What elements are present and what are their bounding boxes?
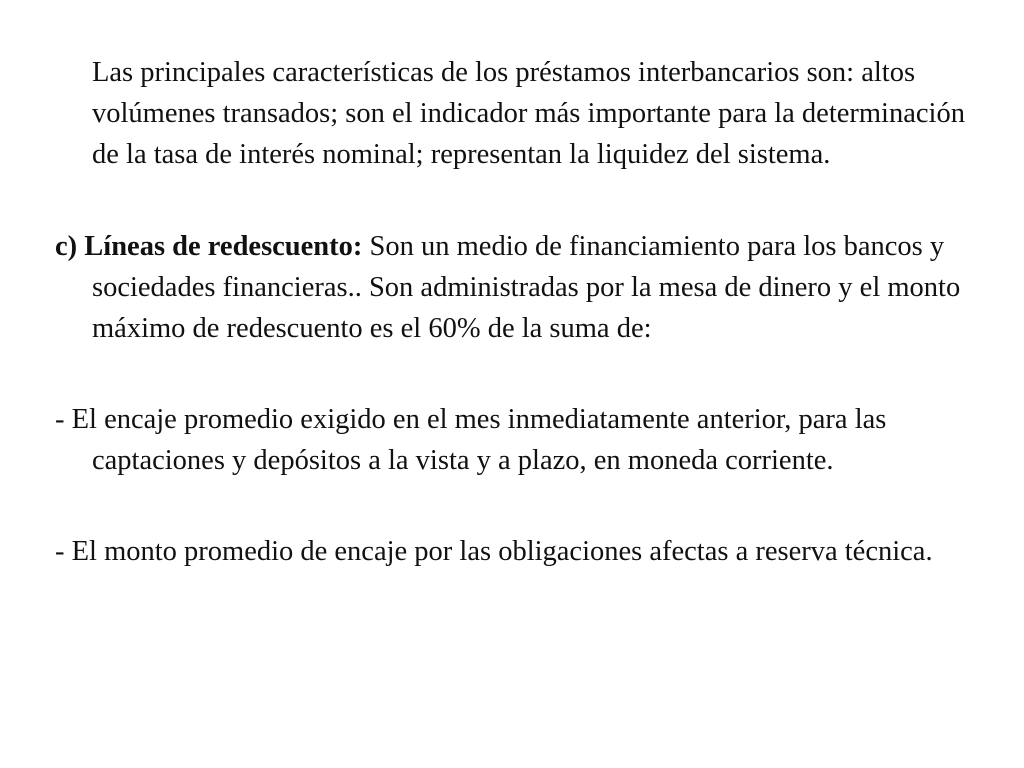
technical-reserve-text: - El monto promedio de encaje por las obligaciones afectas a reserva técnica. xyxy=(55,536,933,567)
rediscount-lines-text: Son un medio de financiamiento para los bancos y sociedades financieras.. Son administradas por la mesa de dinero y el monto máximo de redescuento es el 60% de la suma de: xyxy=(92,231,961,344)
interbank-loans-paragraph xyxy=(55,52,992,175)
required-reserve-text: - El encaje promedio exigido en el mes inmediatamente anterior, para las captaciones y depósitos a la vista y a plazo, en moneda corriente. xyxy=(55,404,887,476)
required-reserve-bullet xyxy=(55,399,992,481)
rediscount-lines-heading: c) Líneas de redescuento: xyxy=(55,231,363,262)
interbank-loans-text: Las principales características de los préstamos interbancarios son: altos volúmenes transados; son el indicador más importante para la determinación de la tasa de interés nominal; representan la liquidez del sistema. xyxy=(92,57,965,170)
rediscount-lines-paragraph xyxy=(55,226,992,349)
technical-reserve-bullet xyxy=(55,531,992,572)
